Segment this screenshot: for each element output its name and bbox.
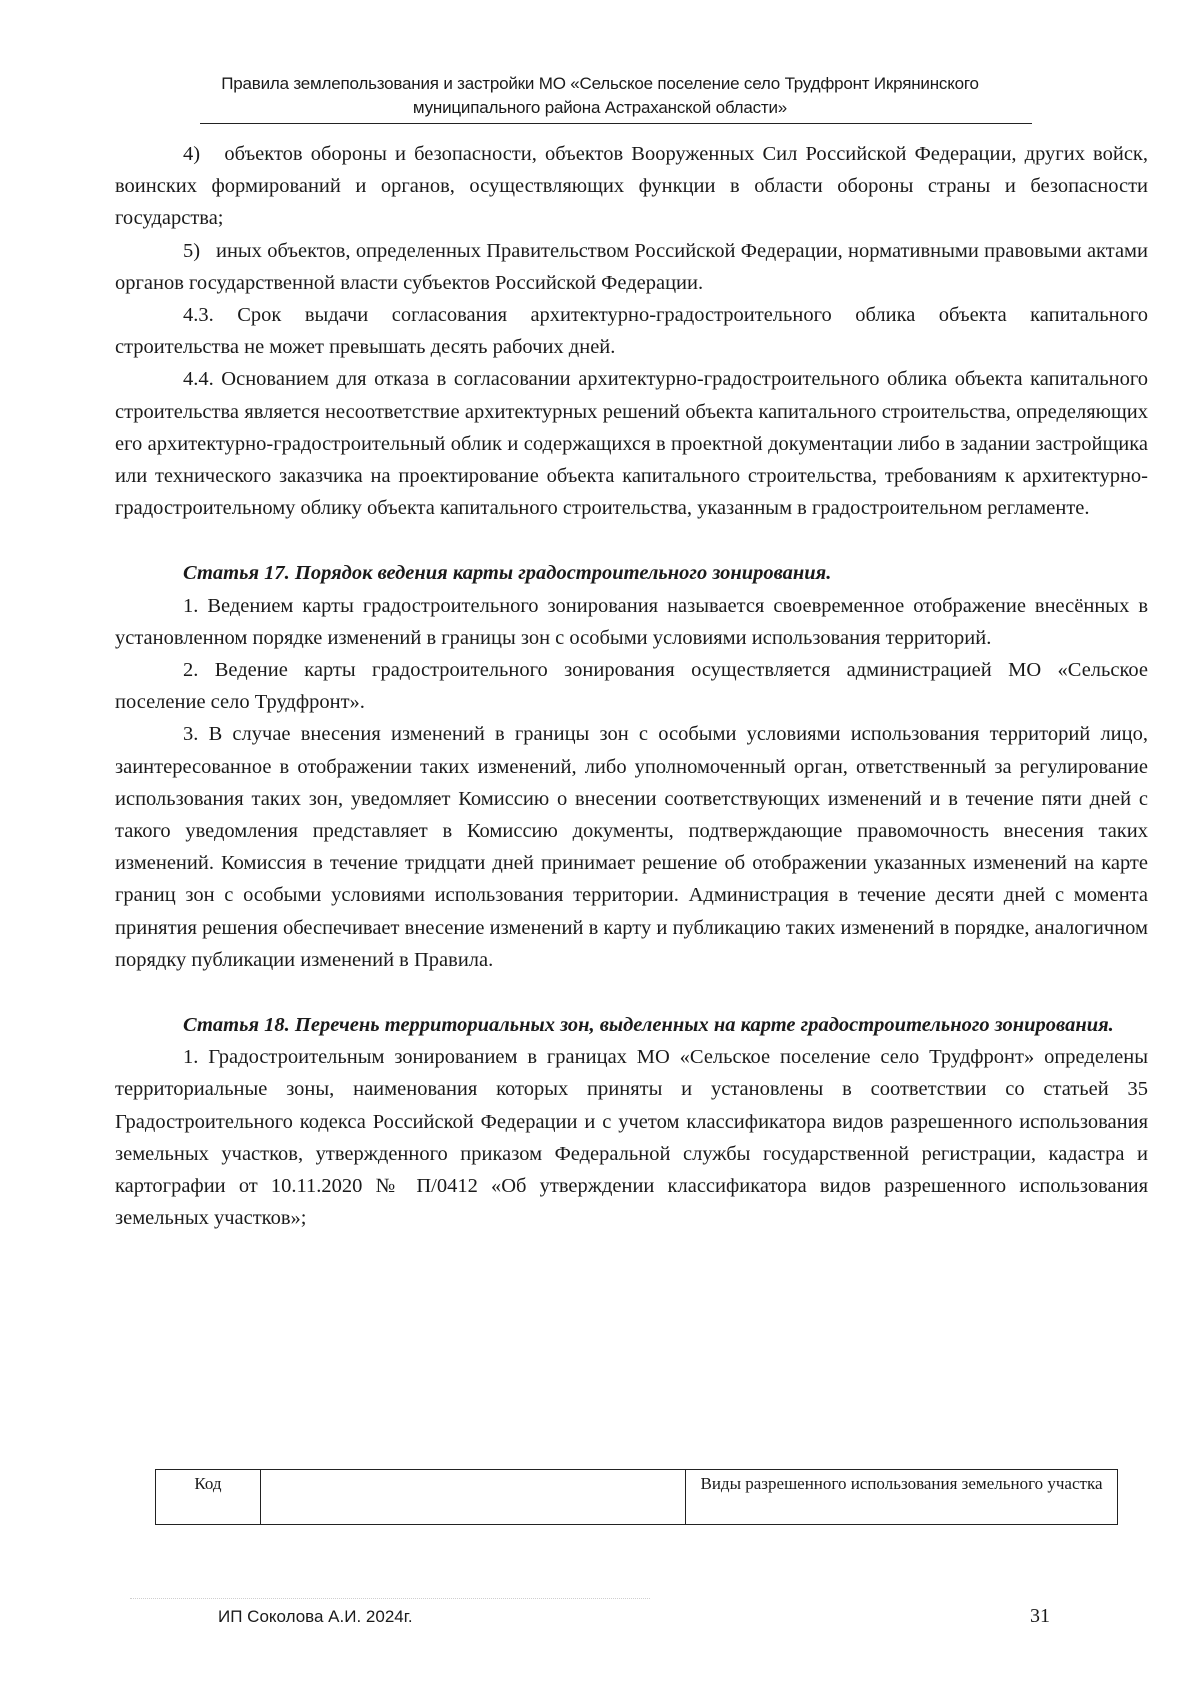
article-17-paragraph-1: 1. Ведением карты градостроительного зонирования называется своевременное отображение внесённых в установленном порядке изменений в границы зон с особыми условиями использования территорий. <box>115 594 1148 649</box>
header-rule <box>200 123 1032 124</box>
article-17-paragraph-3: 3. В случае внесения изменений в границы зон с особыми условиями использования территорий лицо, заинтересованное в отображении таких изменений, либо уполномоченный орган, ответственный за регулирование использования таких зон, уведомляет Комиссию о внесении соответствующих изменений и в течение пяти дней с такого уведомления представляет в Комиссию документы, подтверждающие правомочность внесения таких изменений. Комиссия в течение тридцати дней принимает решение об отображении указанных изменений на карте границ зон с особыми условиями использования территории. Администрация в течение десяти дней с момента принятия решения обеспечивает внесение изменений в карту и публикацию таких изменений в порядке, аналогичном порядку публикации изменений в Правила. <box>115 723 1148 971</box>
header-line-1: Правила землепользования и застройки МО «Сельское поселение село Трудфронт Икрянинского <box>221 74 979 93</box>
running-header <box>170 72 1030 120</box>
table-header-permitted-use: Виды разрешенного использования земельного участка <box>686 1470 1118 1525</box>
paragraph-4-3: 4.3. Срок выдачи согласования архитектурно-градостроительного облика объекта капитального строительства не может превышать десять рабочих дней. <box>115 304 1148 359</box>
footer-dotted-line <box>130 1598 650 1599</box>
zones-table <box>155 1469 1118 1525</box>
footer-author: ИП Соколова А.И. 2024г. <box>218 1607 413 1626</box>
table-header-code: Код <box>156 1470 261 1525</box>
article-18-heading: Статья 18. Перечень территориальных зон, выделенных на карте градостроительного зонирования. <box>183 1014 1114 1037</box>
article-17-heading: Статья 17. Порядок ведения карты градостроительного зонирования. <box>183 562 832 585</box>
paragraph-item-5: 5) иных объектов, определенных Правительством Российской Федерации, нормативными правовыми актами органов государственной власти субъектов Российской Федерации. <box>115 239 1148 294</box>
table-header-row <box>156 1470 1118 1525</box>
document-body <box>115 138 1148 1235</box>
header-line-2: муниципального района Астраханской области» <box>412 98 788 117</box>
article-17-paragraph-2: 2. Ведение карты градостроительного зонирования осуществляется администрацией МО «Сельское поселение село Трудфронт». <box>115 659 1148 714</box>
paragraph-item-4: 4) объектов обороны и безопасности, объектов Вооруженных Сил Российской Федерации, других войск, воинских формирований и органов, осуществляющих функции в области обороны страны и безопасности государства; <box>115 143 1148 230</box>
table-header-empty <box>261 1470 686 1525</box>
page-number: 31 <box>1030 1605 1050 1627</box>
article-18-paragraph-1: 1. Градостроительным зонированием в границах МО «Сельское поселение село Трудфронт» определены территориальные зоны, наименования которых приняты и установлены в соответствии со статьей 35 Градостроительного кодекса Российской Федерации и с учетом классификатора видов разрешенного использования земельных участков, утвержденного приказом Федеральной службы государственной регистрации, кадастра и картографии от 10.11.2020 № П/0412 «Об утверждении классификатора видов разрешенного использования земельных участков»; <box>115 1046 1148 1230</box>
paragraph-4-4: 4.4. Основанием для отказа в согласовании архитектурно-градостроительного облика объекта капитального строительства является несоответствие архитектурных решений объекта капитального строительства, определяющих его архитектурно-градостроительный облик и содержащихся в проектной документации либо в задании застройщика или технического заказчика на проектирование объекта капитального строительства, требованиям к архитектурно-градостроительному облику объекта капитального строительства, указанным в градостроительном регламенте. <box>115 368 1148 520</box>
